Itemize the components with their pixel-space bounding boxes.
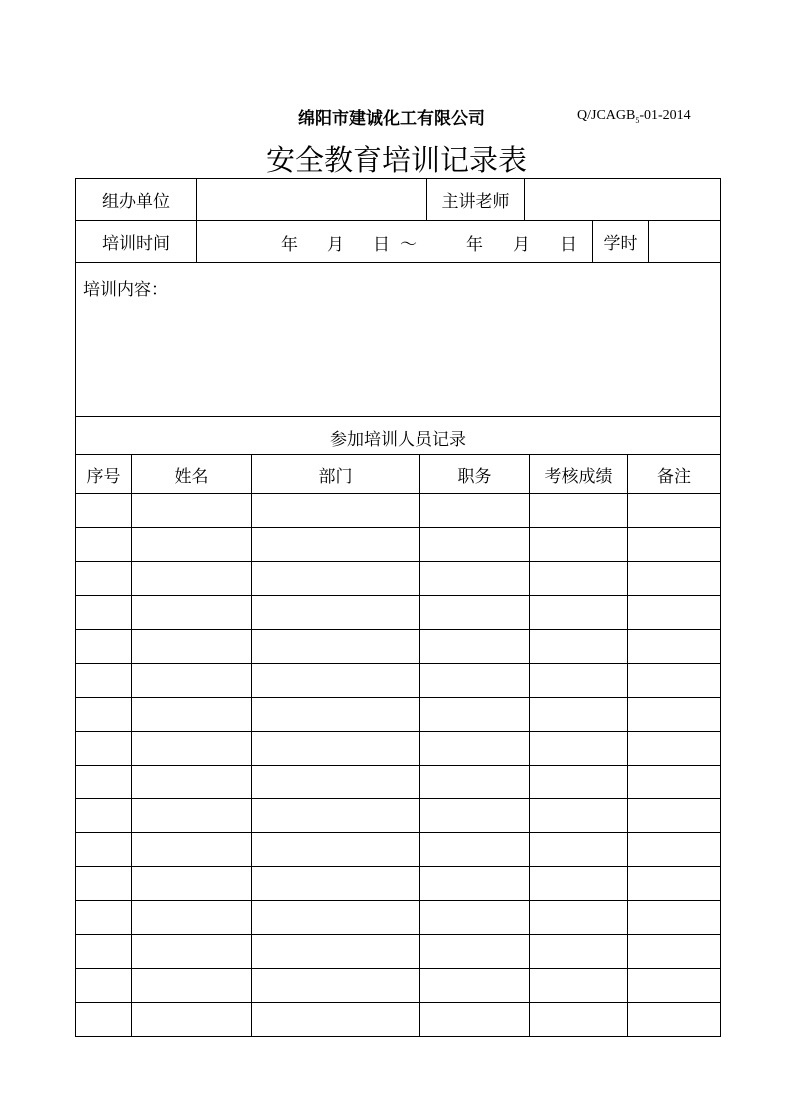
table-cell-remark[interactable] bbox=[627, 968, 721, 1003]
lecturer-field[interactable] bbox=[524, 178, 721, 221]
table-cell-remark[interactable] bbox=[627, 900, 721, 935]
table-cell-remark[interactable] bbox=[627, 663, 721, 698]
code-prefix: Q/JCAGB bbox=[577, 108, 636, 123]
table-cell-position[interactable] bbox=[419, 663, 530, 698]
table-cell-position[interactable] bbox=[419, 629, 530, 664]
table-cell-remark[interactable] bbox=[627, 629, 721, 664]
table-cell-score[interactable] bbox=[529, 493, 628, 528]
table-cell-name[interactable] bbox=[131, 765, 252, 799]
table-cell-position[interactable] bbox=[419, 561, 530, 596]
table-cell-department[interactable] bbox=[251, 968, 420, 1003]
table-cell-position[interactable] bbox=[419, 866, 530, 901]
column-header-department: 部门 bbox=[251, 454, 420, 494]
table-cell-name[interactable] bbox=[131, 968, 252, 1003]
table-cell-department[interactable] bbox=[251, 765, 420, 799]
table-cell-remark[interactable] bbox=[627, 832, 721, 867]
table-cell-name[interactable] bbox=[131, 527, 252, 562]
table-cell-department[interactable] bbox=[251, 900, 420, 935]
table-cell-seq[interactable] bbox=[75, 561, 132, 596]
table-cell-seq[interactable] bbox=[75, 731, 132, 766]
table-cell-name[interactable] bbox=[131, 1002, 252, 1037]
table-cell-department[interactable] bbox=[251, 832, 420, 867]
table-cell-seq[interactable] bbox=[75, 697, 132, 732]
table-cell-seq[interactable] bbox=[75, 866, 132, 901]
table-cell-department[interactable] bbox=[251, 731, 420, 766]
table-cell-score[interactable] bbox=[529, 866, 628, 901]
table-cell-name[interactable] bbox=[131, 900, 252, 935]
hours-field[interactable] bbox=[648, 220, 721, 263]
table-cell-score[interactable] bbox=[529, 731, 628, 766]
table-cell-score[interactable] bbox=[529, 968, 628, 1003]
table-cell-name[interactable] bbox=[131, 934, 252, 969]
table-cell-department[interactable] bbox=[251, 866, 420, 901]
table-cell-name[interactable] bbox=[131, 493, 252, 528]
table-cell-department[interactable] bbox=[251, 1002, 420, 1037]
table-cell-score[interactable] bbox=[529, 1002, 628, 1037]
table-cell-position[interactable] bbox=[419, 527, 530, 562]
table-cell-score[interactable] bbox=[529, 934, 628, 969]
table-cell-seq[interactable] bbox=[75, 595, 132, 630]
table-cell-score[interactable] bbox=[529, 527, 628, 562]
hours-label: 学时 bbox=[592, 220, 649, 263]
table-cell-remark[interactable] bbox=[627, 493, 721, 528]
column-header-name: 姓名 bbox=[131, 454, 252, 494]
column-header-score: 考核成绩 bbox=[529, 454, 628, 494]
table-cell-name[interactable] bbox=[131, 731, 252, 766]
table-cell-position[interactable] bbox=[419, 731, 530, 766]
table-cell-score[interactable] bbox=[529, 798, 628, 833]
date-range-tilde: ～ bbox=[400, 235, 417, 255]
start-year: 年 bbox=[281, 235, 298, 255]
code-sub: 5 bbox=[635, 115, 640, 125]
table-cell-seq[interactable] bbox=[75, 798, 132, 833]
table-cell-remark[interactable] bbox=[627, 595, 721, 630]
table-cell-name[interactable] bbox=[131, 629, 252, 664]
table-cell-position[interactable] bbox=[419, 832, 530, 867]
time-label: 培训时间 bbox=[75, 220, 197, 263]
table-cell-name[interactable] bbox=[131, 561, 252, 596]
table-cell-remark[interactable] bbox=[627, 765, 721, 799]
table-cell-score[interactable] bbox=[529, 663, 628, 698]
table-cell-department[interactable] bbox=[251, 493, 420, 528]
table-cell-remark[interactable] bbox=[627, 561, 721, 596]
table-cell-department[interactable] bbox=[251, 561, 420, 596]
column-header-seq: 序号 bbox=[75, 454, 132, 494]
table-cell-name[interactable] bbox=[131, 866, 252, 901]
table-cell-position[interactable] bbox=[419, 595, 530, 630]
table-cell-name[interactable] bbox=[131, 595, 252, 630]
table-cell-seq[interactable] bbox=[75, 832, 132, 867]
column-header-position: 职务 bbox=[419, 454, 530, 494]
start-day: 日 bbox=[373, 235, 390, 255]
organizer-field[interactable] bbox=[196, 178, 427, 221]
table-cell-name[interactable] bbox=[131, 663, 252, 698]
table-cell-seq[interactable] bbox=[75, 493, 132, 528]
column-header-remark: 备注 bbox=[627, 454, 721, 494]
table-cell-seq[interactable] bbox=[75, 629, 132, 664]
content-field[interactable] bbox=[75, 262, 721, 417]
table-cell-position[interactable] bbox=[419, 968, 530, 1003]
form-title: 安全教育培训记录表 bbox=[265, 143, 527, 177]
table-cell-remark[interactable] bbox=[627, 866, 721, 901]
end-year: 年 bbox=[466, 235, 483, 255]
table-cell-seq[interactable] bbox=[75, 1002, 132, 1037]
code-suffix: -01-2014 bbox=[639, 108, 691, 123]
table-cell-seq[interactable] bbox=[75, 934, 132, 969]
end-day: 日 bbox=[560, 235, 577, 255]
table-cell-department[interactable] bbox=[251, 527, 420, 562]
table-cell-department[interactable] bbox=[251, 595, 420, 630]
end-month: 月 bbox=[513, 235, 530, 255]
start-month: 月 bbox=[327, 235, 344, 255]
table-cell-remark[interactable] bbox=[627, 697, 721, 732]
table-cell-score[interactable] bbox=[529, 832, 628, 867]
table-cell-remark[interactable] bbox=[627, 731, 721, 766]
table-cell-seq[interactable] bbox=[75, 765, 132, 799]
table-cell-score[interactable] bbox=[529, 595, 628, 630]
table-cell-remark[interactable] bbox=[627, 1002, 721, 1037]
table-cell-remark[interactable] bbox=[627, 798, 721, 833]
table-cell-department[interactable] bbox=[251, 629, 420, 664]
document-code bbox=[577, 108, 691, 125]
table-cell-seq[interactable] bbox=[75, 527, 132, 562]
table-cell-score[interactable] bbox=[529, 765, 628, 799]
table-cell-department[interactable] bbox=[251, 663, 420, 698]
table-cell-remark[interactable] bbox=[627, 527, 721, 562]
table-cell-name[interactable] bbox=[131, 832, 252, 867]
table-cell-seq[interactable] bbox=[75, 663, 132, 698]
table-cell-position[interactable] bbox=[419, 765, 530, 799]
company-name: 绵阳市建诚化工有限公司 bbox=[298, 109, 485, 129]
table-cell-department[interactable] bbox=[251, 697, 420, 732]
table-cell-position[interactable] bbox=[419, 900, 530, 935]
table-cell-remark[interactable] bbox=[627, 934, 721, 969]
table-cell-department[interactable] bbox=[251, 798, 420, 833]
attendees-section-title: 参加培训人员记录 bbox=[75, 416, 721, 455]
table-cell-score[interactable] bbox=[529, 629, 628, 664]
table-cell-position[interactable] bbox=[419, 697, 530, 732]
table-cell-position[interactable] bbox=[419, 798, 530, 833]
table-cell-seq[interactable] bbox=[75, 900, 132, 935]
table-cell-score[interactable] bbox=[529, 697, 628, 732]
table-cell-name[interactable] bbox=[131, 697, 252, 732]
table-cell-name[interactable] bbox=[131, 798, 252, 833]
table-cell-position[interactable] bbox=[419, 1002, 530, 1037]
table-cell-position[interactable] bbox=[419, 493, 530, 528]
organizer-label: 组办单位 bbox=[75, 178, 197, 221]
lecturer-label: 主讲老师 bbox=[426, 178, 525, 221]
table-cell-score[interactable] bbox=[529, 561, 628, 596]
table-cell-score[interactable] bbox=[529, 900, 628, 935]
time-field[interactable] bbox=[196, 220, 593, 263]
table-cell-department[interactable] bbox=[251, 934, 420, 969]
content-label: 培训内容： bbox=[83, 280, 168, 300]
table-cell-seq[interactable] bbox=[75, 968, 132, 1003]
table-cell-position[interactable] bbox=[419, 934, 530, 969]
